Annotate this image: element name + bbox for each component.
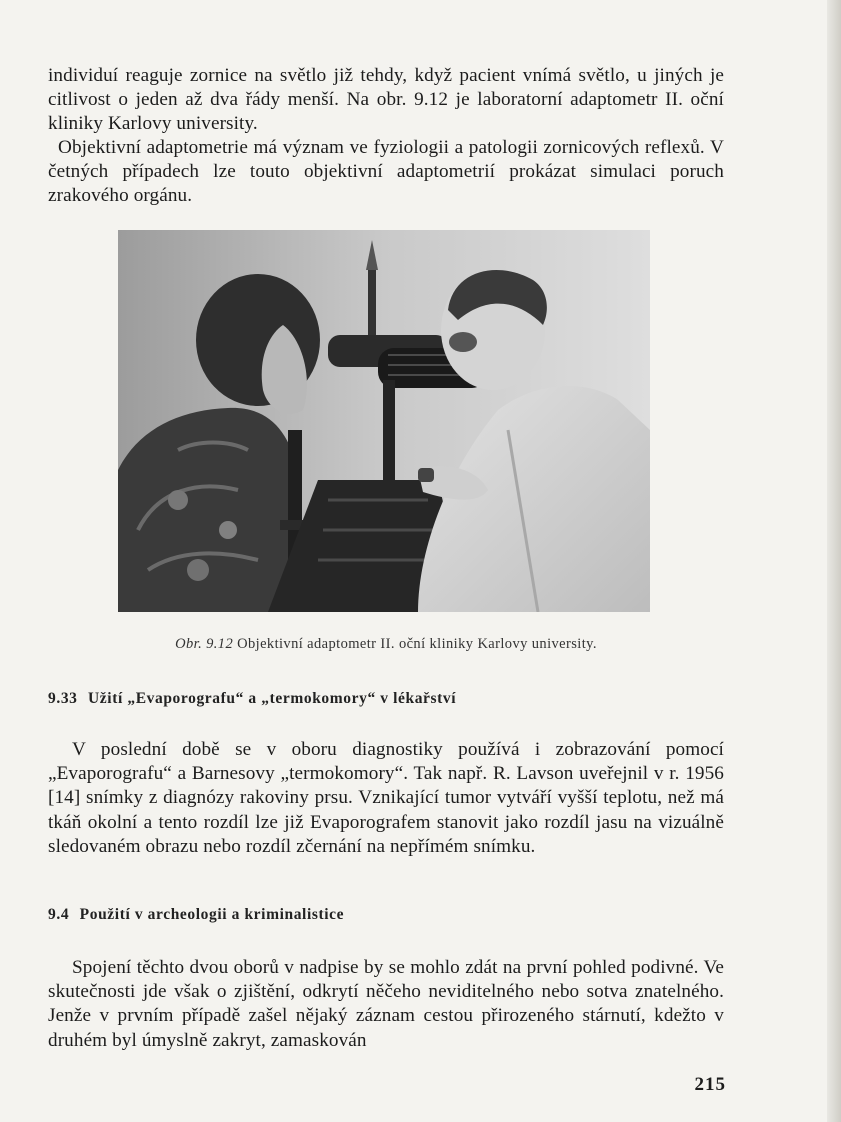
figure-caption [48,636,724,653]
section-number: 9.4 [48,906,70,923]
figure-photo-adaptometer [118,230,650,612]
paragraph-intro: individuí reaguje zornice na světlo již tehdy, když pacient vnímá světlo, u jiných je citlivost o jeden až dva řády menší. Na obr. 9.12 je laboratorní adaptometr II. oční kliniky Karlovy university. [48,65,724,135]
paragraph-evaporograph: V poslední době se v oboru diagnostiky používá i zobrazování pomocí „Evaporografu“ a Barnesovy „termokomory“. Tak např. R. Lavson uveřejnil v r. 1956 [14] snímky z diagnózy rakoviny prsu. Vznikající tumor vytváří vyšší teplotu, než má tkáň okolní a tento rozdíl lze již Evaporografem stanovit jako rozdíl jasu na vizuálně sledovaném obrazu nebo rozdíl zčernání na nepřímém snímku. [48,739,724,857]
section-title: Užití „Evaporografu“ a „termokomory“ v lékařství [88,690,457,707]
section-number: 9.33 [48,690,78,707]
section-heading-933 [48,690,724,708]
page-number: 215 [694,1074,726,1095]
page-binding-edge [827,0,841,1122]
section-title: Použití v archeologii a kriminalistice [79,906,345,923]
figure-label: Obr. 9.12 [175,636,234,652]
section-heading-94 [48,906,724,924]
paragraph-objective-adaptometry: Objektivní adaptometrie má význam ve fyziologii a patologii zornicových reflexů. V četných případech lze touto objektivní adaptometrií prokázat simulaci poruch zrakového orgánu. [48,137,724,207]
paragraph-archeology: Spojení těchto dvou oborů v nadpise by se mohlo zdát na první pohled podivné. Ve skutečnosti jde však o zjištění, odkrytí něčeho neviditelného nebo sotva znatelného. Jenže v prvním případě zašel nějaký záznam cestou přirozeného stárnutí, kdežto v druhém byl úmyslně zakryt, zamaskován [48,957,724,1051]
figure-caption-text: Objektivní adaptometr II. oční kliniky Karlovy university. [237,636,597,652]
photo-illustration [118,230,650,612]
